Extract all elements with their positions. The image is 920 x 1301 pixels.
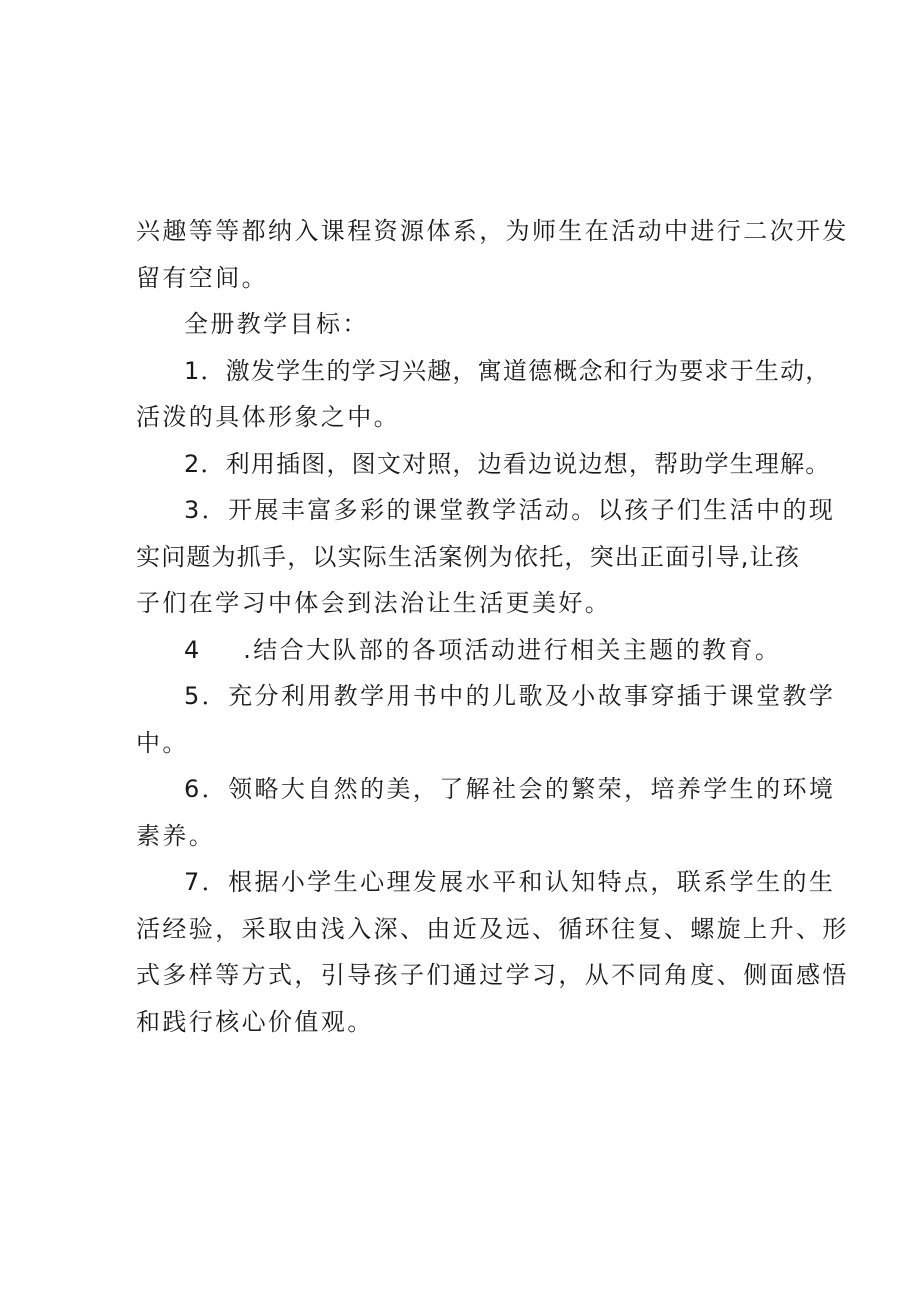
- text-line: 留有空间。: [136, 263, 268, 292]
- section-heading: 全册教学目标：: [184, 310, 369, 338]
- list-item-7-line-2: 活经验，采取由浅入深、由近及远、循环往复、螺旋上升、形: [136, 914, 849, 943]
- list-item-7-line-4: 和践行核心价值观。: [136, 1007, 374, 1036]
- list-item-4-number: 4: [184, 635, 200, 664]
- list-item-3-line-2: 实问题为抓手，以实际生活案例为依托，突出正面引导,让孩: [136, 542, 801, 571]
- list-item-2: 2．利用插图，图文对照，边看边说边想，帮助学生理解。: [184, 449, 831, 478]
- list-item-5-line-2: 中。: [136, 728, 189, 757]
- list-item-6-line-1: 6．领略大自然的美，了解社会的繁荣，培养学生的环境: [184, 775, 836, 803]
- list-item-3-line-1: 3．开展丰富多彩的课堂教学活动。以孩子们生活中的现: [184, 496, 836, 524]
- list-item-7-line-3: 式多样等方式，引导孩子们通过学习，从不同角度、侧面感悟: [136, 961, 849, 989]
- list-item-7-line-1: 7．根据小学生心理发展水平和认知特点，联系学生的生: [184, 868, 836, 896]
- list-item-1-line-1: 1．激发学生的学习兴趣，寓道德概念和行为要求于生动，: [184, 356, 831, 385]
- list-item-1-line-2: 活泼的具体形象之中。: [136, 403, 400, 431]
- text-line: 兴趣等等都纳入课程资源体系，为师生在活动中进行二次开发: [136, 217, 849, 245]
- list-item-5-line-1: 5．充分利用教学用书中的儿歌及小故事穿插于课堂教学: [184, 682, 836, 710]
- document-body: [136, 208, 856, 1045]
- list-item-6-line-2: 素养。: [136, 821, 216, 850]
- list-item-4-text: .结合大队部的各项活动进行相关主题的教育。: [243, 635, 782, 664]
- list-item-4: [136, 627, 856, 674]
- list-item-3-line-3: 子们在学习中体会到法治让生活更美好。: [136, 589, 612, 617]
